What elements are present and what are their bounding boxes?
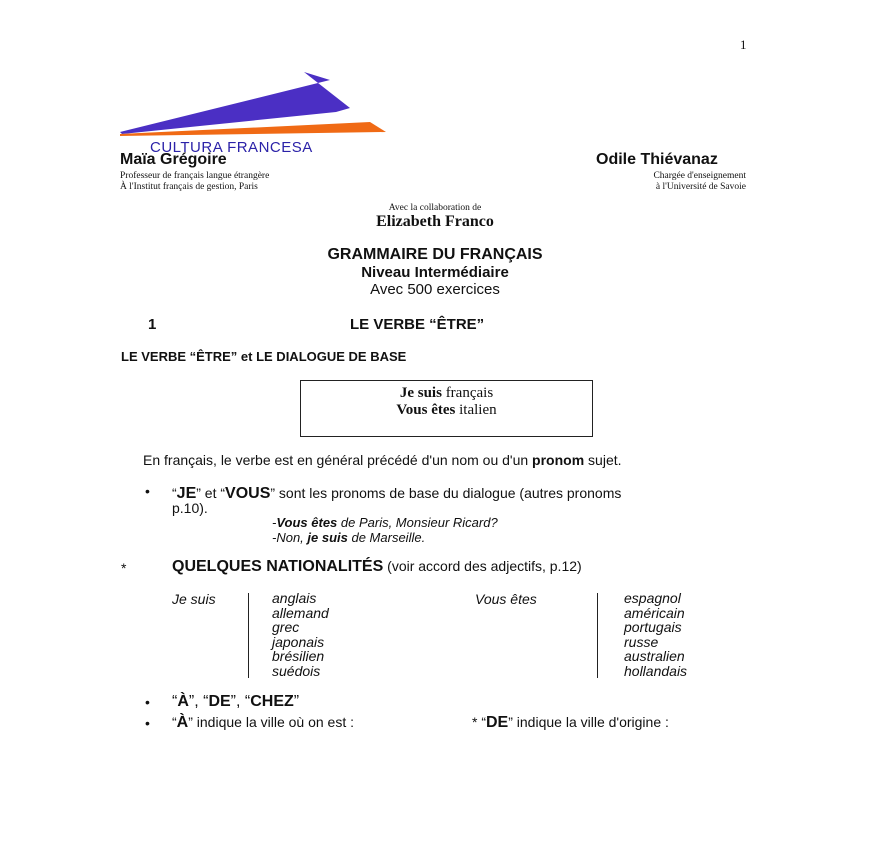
quote: ”: [293, 693, 300, 710]
list-item: allemand: [272, 604, 329, 621]
chapter-number: 1: [148, 316, 157, 333]
author-2-title: Chargée d'enseignement: [653, 171, 746, 181]
quote: “: [172, 485, 177, 501]
preposition-a: À: [176, 714, 189, 731]
de-usage-prefix: * “: [472, 714, 486, 730]
dialogue-2-rest: de Marseille.: [347, 530, 426, 545]
list-item: australien: [624, 648, 685, 665]
bullet-dot-3: •: [145, 715, 150, 731]
book-level: Niveau Intermédiaire: [361, 264, 509, 281]
example-2-verb: Vous êtes: [396, 402, 456, 418]
quote: “: [172, 693, 178, 710]
nationalities-note: (voir accord des adjectifs, p.12): [383, 558, 582, 574]
logo-text: CULTURA FRANCESA: [150, 139, 313, 156]
dialogue-2-verb: je suis: [307, 530, 348, 545]
author-2-institution: à l'Université de Savoie: [655, 182, 746, 192]
author-1-title: Professeur de français langue étrangère: [120, 171, 270, 181]
collaborator-name: Elizabeth Franco: [376, 213, 494, 230]
example-2-adjective: italien: [455, 402, 497, 418]
preposition-chez: CHEZ: [250, 693, 294, 710]
collaboration-label: Avec la collaboration de: [388, 203, 482, 213]
list-item: hollandais: [624, 662, 688, 679]
intro-text: En français, le verbe est en général précédé d'un nom ou d'un: [143, 452, 533, 468]
dialogue-line-2: [272, 530, 425, 545]
page-number: 1: [740, 37, 747, 52]
pronoun-je: JE: [176, 485, 197, 502]
de-usage-text: ” indique la ville d'origine :: [508, 714, 669, 730]
star-marker: *: [121, 560, 127, 576]
intro-text-end: sujet.: [584, 452, 622, 468]
de-usage: [472, 714, 669, 732]
section-heading: LE VERBE “ÊTRE” et LE DIALOGUE DE BASE: [121, 349, 407, 364]
a-usage-text: ” indique la ville où on est :: [188, 714, 354, 730]
preposition-de: DE: [486, 714, 509, 731]
example-line-1: [300, 385, 593, 402]
column-divider-left: [248, 593, 249, 678]
bullet-2-prepositions: [172, 693, 299, 711]
bullet-3-a-usage: [172, 714, 354, 732]
author-2-name: Odile Thiévanaz: [596, 151, 718, 168]
nationalities-list-right: [624, 591, 687, 679]
example-1-verb: Je suis: [399, 385, 442, 401]
vous-etes-label: Vous êtes: [475, 591, 537, 607]
bullet-1-text: [172, 485, 621, 503]
intro-bold-pronom: pronom: [532, 452, 585, 468]
list-item: américain: [624, 604, 685, 621]
dash: -: [272, 515, 277, 530]
dialogue-1-rest: de Paris, Monsieur Ricard?: [337, 515, 498, 530]
quote: “: [172, 714, 177, 730]
dialogue-1-verb: Vous êtes: [276, 515, 338, 530]
bullet-1-continuation: p.10).: [172, 500, 208, 516]
list-item: suédois: [272, 662, 321, 679]
list-item: anglais: [272, 590, 317, 606]
nationalities-title: QUELQUES NATIONALITÉS: [172, 558, 384, 575]
list-item: brésilien: [272, 648, 325, 665]
example-line-2: [300, 402, 593, 419]
dialogue-line-1: [272, 515, 498, 530]
je-suis-label: Je suis: [172, 591, 216, 607]
book-title: GRAMMAIRE DU FRANÇAIS: [327, 246, 543, 263]
author-1-name: Maïa Grégoire: [120, 151, 227, 168]
dialogue-2-prefix: -Non,: [272, 530, 308, 545]
example-1-adjective: français: [441, 385, 494, 401]
list-item: grec: [272, 619, 300, 636]
separator: ”, “: [188, 693, 209, 710]
preposition-de: DE: [208, 693, 231, 710]
list-item: portugais: [624, 619, 682, 636]
bullet-dot-1: •: [145, 483, 150, 499]
chapter-title: LE VERBE “ÊTRE”: [350, 316, 485, 333]
list-item: espagnol: [624, 590, 681, 606]
bullet-1-connector: ” et “: [196, 485, 226, 501]
list-item: japonais: [272, 633, 325, 650]
nationalities-list-left: [272, 591, 329, 679]
author-1-institution: À l'Institut français de gestion, Paris: [120, 182, 258, 192]
intro-paragraph: [143, 452, 622, 468]
pronoun-vous: VOUS: [225, 485, 271, 502]
bullet-dot-2: •: [145, 694, 150, 710]
preposition-a: À: [177, 693, 189, 710]
bullet-1-rest: ” sont les pronoms de base du dialogue (autres pronoms: [270, 485, 622, 501]
column-divider-right: [597, 593, 598, 678]
nationalities-heading: [172, 558, 582, 576]
separator: ”, “: [230, 693, 251, 710]
list-item: russe: [624, 633, 659, 650]
book-exercises: Avec 500 exercices: [370, 281, 500, 298]
